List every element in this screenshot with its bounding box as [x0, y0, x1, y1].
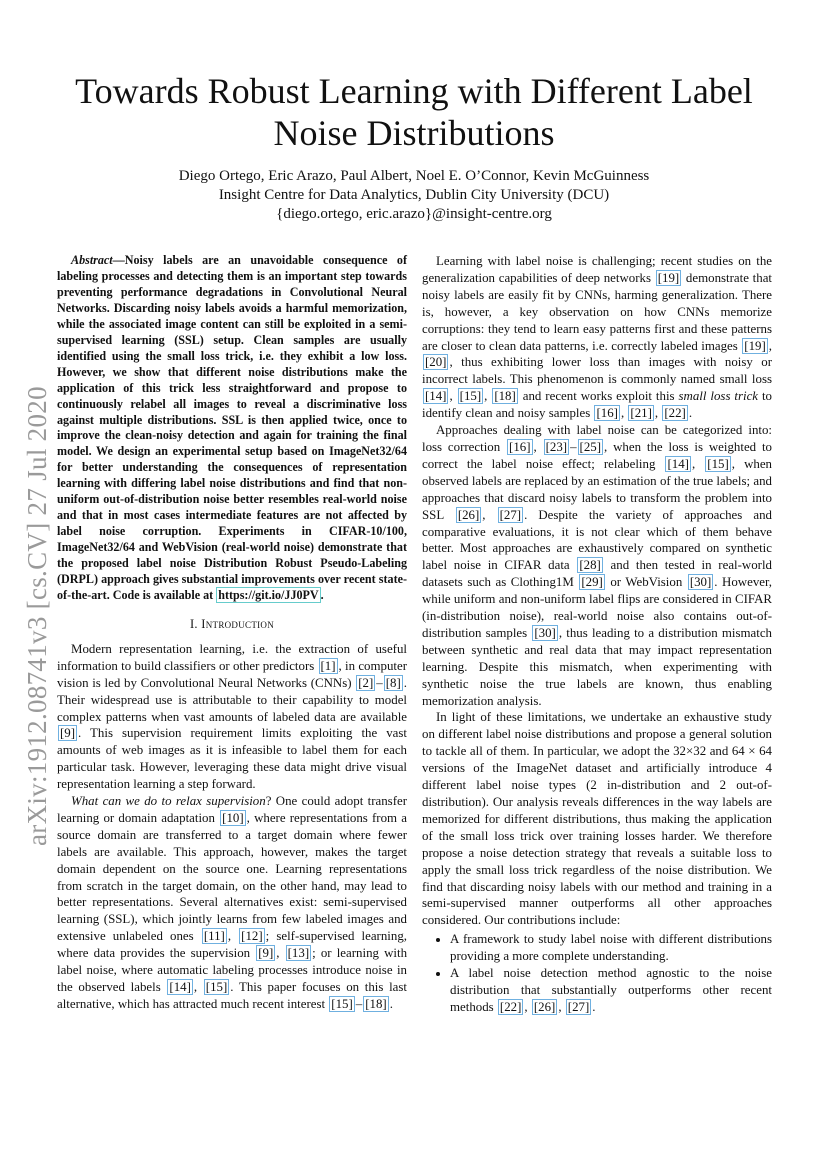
- citation-link[interactable]: [12]: [241, 929, 263, 944]
- citation-link[interactable]: [8]: [385, 675, 401, 690]
- citation-link[interactable]: [22]: [664, 406, 686, 421]
- text-run: ,: [227, 929, 239, 944]
- text-run: or WebVision: [605, 575, 687, 590]
- citation-link[interactable]: [23]: [545, 439, 568, 454]
- citation-link[interactable]: [27]: [499, 507, 522, 522]
- text-run: In light of these limitations, we undertake an exhaustive study on different label noise distributions and propose a general solution to tackle all of them. In particular, we adopt the 32×32 and 64 × 64 versions of the ImageNet dataset and artificially introduce 4 different label noise types (2 in-distribution and 2 out-of-distribution). Our analysis reveals differences in the way labels are memorized for different distributions, thus making the application of the small loss trick over training losses harder. We therefore propose a noise detection strategy that reveals a suitable loss to apply the small loss trick regardless of the noise distribution. We find that discarding noisy labels with our method and training in a semi-supervised manner outperforms all other approaches considered. Our contributions include:: [422, 710, 772, 928]
- author-block: [60, 167, 768, 224]
- citation-link[interactable]: [9]: [60, 726, 76, 741]
- citation-link[interactable]: [30]: [534, 625, 556, 640]
- emphasis-small-loss-trick: small loss trick: [678, 389, 759, 404]
- citation-link[interactable]: [18]: [365, 996, 387, 1011]
- text-run: . This paper focuses on this last alternative, which has attracted much recent interest: [57, 980, 407, 1011]
- citation-link[interactable]: [21]: [630, 406, 652, 421]
- text-run: ,: [524, 999, 531, 1014]
- intro-paragraph-4: [422, 422, 772, 709]
- citation-link[interactable]: [10]: [222, 810, 244, 825]
- text-run: ,: [558, 999, 565, 1014]
- text-run: ,: [276, 946, 285, 961]
- text-run: –: [376, 675, 383, 690]
- text-run: . However, while uniform and non-uniform label flips are considered in CIFAR (in-distribution noise), real-world noise also contains out-of-distribution samples: [422, 575, 772, 640]
- text-run: .: [592, 999, 596, 1014]
- text-run: , thus exhibiting lower loss than images with noisy or incorrect labels. This phenomenon is commonly named small loss: [422, 355, 772, 387]
- text-run: –: [355, 996, 363, 1011]
- citation-link[interactable]: [30]: [689, 575, 712, 590]
- text-run: , when the loss is weighted to correct the label noise effect; relabeling: [422, 439, 772, 471]
- citation-link[interactable]: [15]: [707, 456, 729, 471]
- citation-link[interactable]: [9]: [258, 946, 274, 961]
- citation-link[interactable]: [15]: [205, 980, 228, 994]
- left-column: [57, 253, 407, 1013]
- text-run: ; or learning with label noise, where automatic labeling processes introduce noise in the observed labels: [57, 946, 408, 994]
- text-run: –: [570, 439, 577, 454]
- citation-link[interactable]: [11]: [203, 929, 225, 944]
- abstract: [57, 253, 407, 604]
- author-affiliation: Insight Centre for Data Analytics, Dublin City University (DCU): [218, 187, 610, 203]
- code-link[interactable]: https://git.io/JJ0PV: [218, 588, 319, 603]
- contribution-item: [450, 965, 772, 1016]
- text-run: , in computer vision is led by Convolutional Neural Networks (CNNs): [57, 658, 407, 690]
- text-run: demonstrate that noisy labels are easily fit by CNNs, harming generalization. There is, however, a key observation on how CNNs memorize corruptions: they tend to learn easy patterns first and these patterns are closer to clean data patterns, i.e. correctly labeled images: [422, 270, 772, 353]
- text-run: .: [389, 996, 393, 1011]
- citation-link[interactable]: [16]: [509, 439, 531, 454]
- intro-paragraph-2: [57, 793, 407, 1013]
- author-names: Diego Ortego, Eric Arazo, Paul Albert, Noel E. O’Connor, Kevin McGuinness: [178, 168, 650, 184]
- emphasis-question: What can we do to relax supervision: [71, 794, 266, 809]
- contribution-item: [450, 931, 772, 965]
- abstract-lead: Abstract: [71, 253, 113, 267]
- text-run: ; self-supervised learning, where data provides the supervision: [57, 929, 407, 961]
- text-run: .: [688, 406, 693, 421]
- citation-link[interactable]: [28]: [579, 558, 601, 573]
- paper-title: Towards Robust Learning with Different Label Noise Distributions: [75, 71, 753, 153]
- text-run: ,: [482, 507, 497, 522]
- citation-link[interactable]: [16]: [596, 406, 618, 421]
- text-run: . This supervision requirement limits exploiting the vast amounts of web images as it is infeasible to label them for each particular task. However, leveraging these data might drive visual representation learning a step forward.: [57, 726, 407, 792]
- right-column: [422, 253, 772, 1016]
- text-run: to identify clean and noisy samples: [422, 389, 773, 421]
- section-heading-introduction: I. Introduction: [189, 616, 275, 631]
- text-run: and then tested in real-world datasets such as Clothing1M: [422, 558, 772, 590]
- text-run: ,: [193, 980, 203, 994]
- citation-link[interactable]: [14]: [667, 456, 689, 471]
- text-run: , thus leading to a distribution mismatch between synthetic and real data that may impact representation learning. Despite this mismatch, when experimenting with synthetic noise the true labels are known, thus enabling memorization analysis.: [422, 625, 772, 708]
- text-run: A framework to study label noise with different distributions providing a more complete understanding.: [450, 932, 772, 964]
- text-run: A label noise detection method agnostic to the noise distribution that substantially outperforms other recent methods: [450, 966, 772, 1014]
- citation-link[interactable]: [26]: [457, 507, 480, 522]
- citation-link[interactable]: [14]: [425, 389, 447, 404]
- citation-link[interactable]: [2]: [358, 675, 374, 690]
- contributions-list: [422, 931, 772, 1016]
- text-run: ,: [449, 389, 457, 404]
- text-run: ,: [484, 389, 492, 404]
- citation-link[interactable]: [20]: [425, 355, 447, 370]
- intro-paragraph-5: [422, 709, 772, 929]
- citation-link[interactable]: [13]: [287, 946, 310, 961]
- arxiv-stamp: arXiv:1912.08741v3 [cs.CV] 27 Jul 2020: [22, 386, 52, 846]
- text-run: ? One could adopt transfer learning or domain adaptation: [57, 794, 408, 825]
- citation-link[interactable]: [14]: [169, 980, 191, 994]
- citation-link[interactable]: [15]: [331, 996, 353, 1011]
- text-run: , when observed labels are replaced by an estimation of the true labels; and approaches that discard noisy labels to transform the problem into SSL: [422, 456, 772, 522]
- citation-link[interactable]: [25]: [579, 439, 602, 454]
- author-email: {diego.ortego, eric.arazo}@insight-centre.org: [276, 206, 552, 222]
- text-run: . Their widespread use is attributable to their capability to model complex patterns when vast amounts of labeled data are available: [57, 675, 407, 724]
- citation-link[interactable]: [27]: [567, 999, 590, 1014]
- citation-link[interactable]: [1]: [320, 658, 336, 673]
- citation-link[interactable]: [29]: [581, 575, 603, 590]
- intro-paragraph-3: [422, 253, 772, 422]
- intro-paragraph-1: [57, 641, 407, 793]
- citation-link[interactable]: [15]: [459, 389, 482, 404]
- text-run: Approaches dealing with label noise can be categorized into: loss correction: [422, 423, 772, 454]
- text-run: . Despite the variety of approaches and comparative evaluations, it is not clear which of them behave better. Most approaches are exhaustively compared on synthetic label noise in CIFAR data: [422, 507, 772, 573]
- text-run: Modern representation learning, i.e. the extraction of useful information to build classifiers or other predictors: [57, 641, 407, 673]
- text-run: , where representations from a source domain are transferred to a target domain where fewer labels are available. This approach, however, makes the target domain dependent on the source one. Learning representations from scratch in the target domain, on the other hand, may lead to better representations. Several alternatives exist: semi-supervised learning (SSL), which jointly learns from few labeled images and extensive unlabeled ones: [57, 810, 407, 944]
- abstract-tail: .: [320, 588, 324, 603]
- text-run: Learning with label noise is challenging; recent studies on the generalization capabilities of deep networks: [422, 254, 772, 285]
- text-run: ,: [691, 456, 705, 471]
- citation-link[interactable]: [19]: [744, 338, 766, 353]
- text-run: and recent works exploit this: [518, 389, 679, 404]
- citation-link[interactable]: [22]: [499, 999, 522, 1014]
- citation-link[interactable]: [19]: [657, 270, 680, 285]
- abstract-body: —Noisy labels are an unavoidable consequence of labeling processes and detecting them is an important step towards preventing performance degradations in Convolutional Neural Networks. Discarding noisy labels avoids a harmful memorization, while the associated image content can still be exploited in a semi-supervised learning (SSL) setup. Clean samples are usually identified using the small loss trick, i.e. they exhibit a low loss. However, we show that different noise distributions make the application of this trick less straightforward and propose to continuously relabel all images to reveal a discriminative loss against multiple distributions. SSL is then applied twice, once to improve the clean-noisy detection and again for training the final model. We design an experimental setup based on ImageNet32/64 for better understanding the consequences of representation learning with differing label noise distributions and find that non-uniform out-of-distribution noise better resembles real-world noise and that in most cases intermediate features are not affected by label noise corruption. Experiments in CIFAR-10/100, ImageNet32/64 and WebVision (real-world noise) demonstrate that the proposed label noise Distribution Robust Pseudo-Labeling (DRPL) approach gives substantial improvements over recent state-of-the-art. Code is available at: [57, 253, 407, 603]
- text-run: ,: [533, 439, 543, 454]
- citation-link[interactable]: [18]: [494, 389, 516, 404]
- citation-link[interactable]: [26]: [533, 999, 556, 1014]
- text-run: ,: [620, 406, 628, 421]
- text-run: ,: [654, 406, 662, 421]
- text-run: ,: [768, 338, 772, 353]
